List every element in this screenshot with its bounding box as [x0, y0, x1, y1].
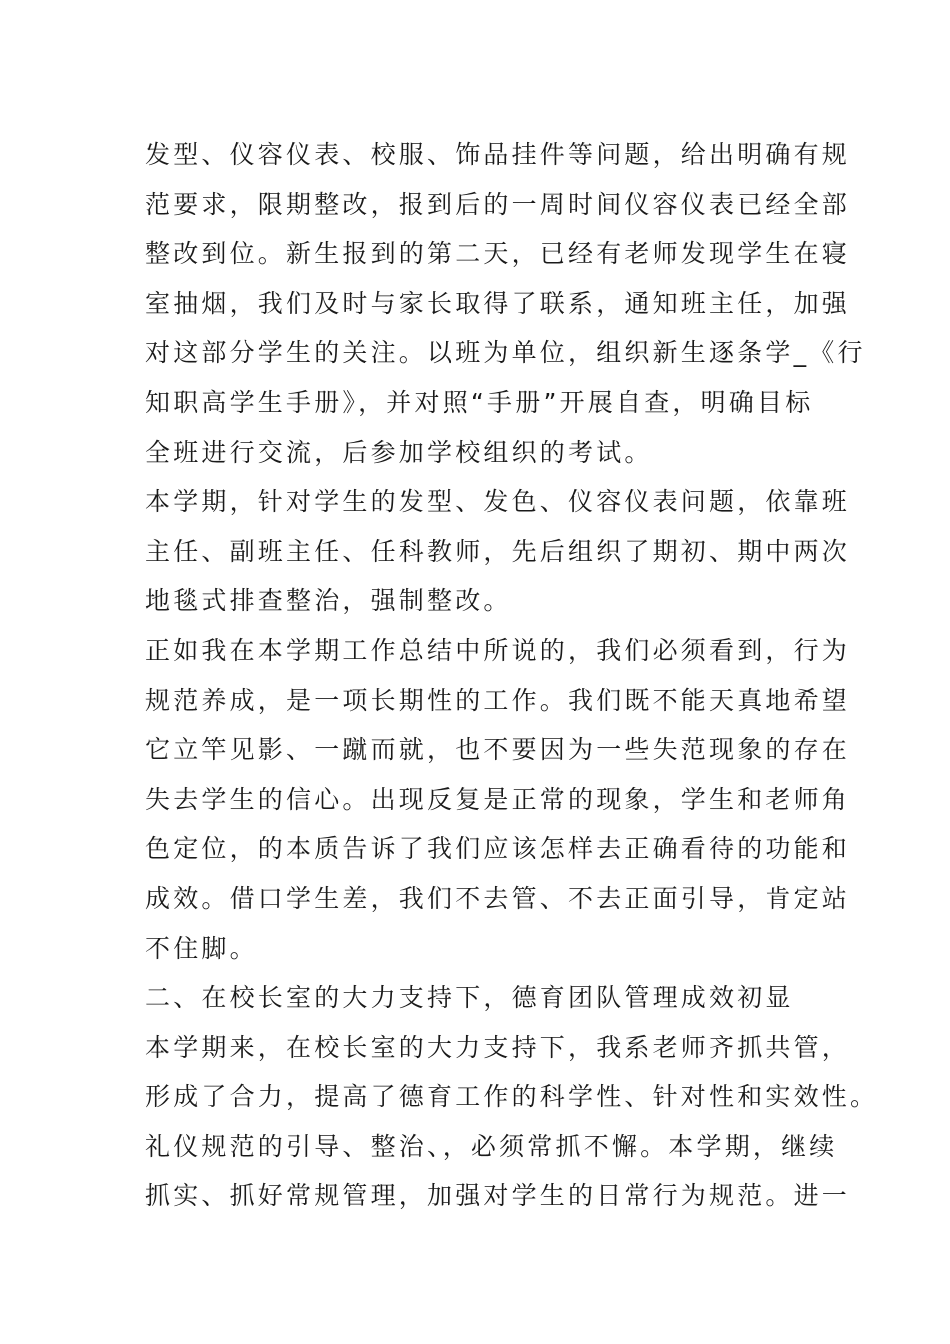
text-line: 主任、副班主任、任科教师，先后组织了期初、期中两次 [145, 536, 851, 566]
text-line: 发型、仪容仪表、校服、饰品挂件等问题，给出明确有规 [145, 140, 851, 169]
text-line: 知职高学生手册》，并对照“手册”开展自查，明确目标 [145, 387, 814, 417]
text-line: 形成了合力，提高了德育工作的科学性、针对性和实效性。 [145, 1082, 879, 1112]
section-heading: 二、在校长室的大力支持下，德育团队管理成效初显 [145, 983, 794, 1013]
text-line: 正如我在本学期工作总结中所说的，我们必须看到，行为 [145, 635, 851, 665]
text-line: 整改到位。新生报到的第二天，已经有老师发现学生在寝 [145, 239, 851, 269]
text-line: 色定位，的本质告诉了我们应该怎样去正确看待的功能和 [145, 834, 851, 864]
text-line: 不住脚。 [145, 933, 258, 963]
text-line: 室抽烟，我们及时与家长取得了联系，通知班主任，加强 [145, 288, 851, 318]
text-line: 本学期来，在校长室的大力支持下，我系老师齐抓共管， [145, 1032, 851, 1062]
text-line: 成效。借口学生差，我们不去管、不去正面引导，肯定站 [145, 883, 851, 913]
text-line: 范要求，限期整改，报到后的一周时间仪容仪表已经全部 [145, 189, 851, 219]
text-line: 本学期，针对学生的发型、发色、仪容仪表问题，依靠班 [145, 487, 851, 517]
text-line: 失去学生的信心。出现反复是正常的现象，学生和老师角 [145, 784, 851, 814]
text-line: 抓实、抓好常规管理，加强对学生的日常行为规范。进一 [145, 1181, 851, 1211]
text-line: 规范养成，是一项长期性的工作。我们既不能天真地希望 [145, 685, 851, 715]
text-line: 礼仪规范的引导、整治、，必须常抓不懈。本学期，继续 [145, 1131, 838, 1161]
text-line: 对这部分学生的关注。以班为单位，组织新生逐条学_《行 [145, 338, 866, 368]
text-line: 它立竿见影、一蹴而就，也不要因为一些失范现象的存在 [145, 735, 851, 765]
document-body [145, 130, 879, 1221]
text-line: 地毯式排查整治，强制整改。 [145, 586, 512, 616]
text-line: 全班进行交流，后参加学校组织的考试。 [145, 437, 653, 467]
